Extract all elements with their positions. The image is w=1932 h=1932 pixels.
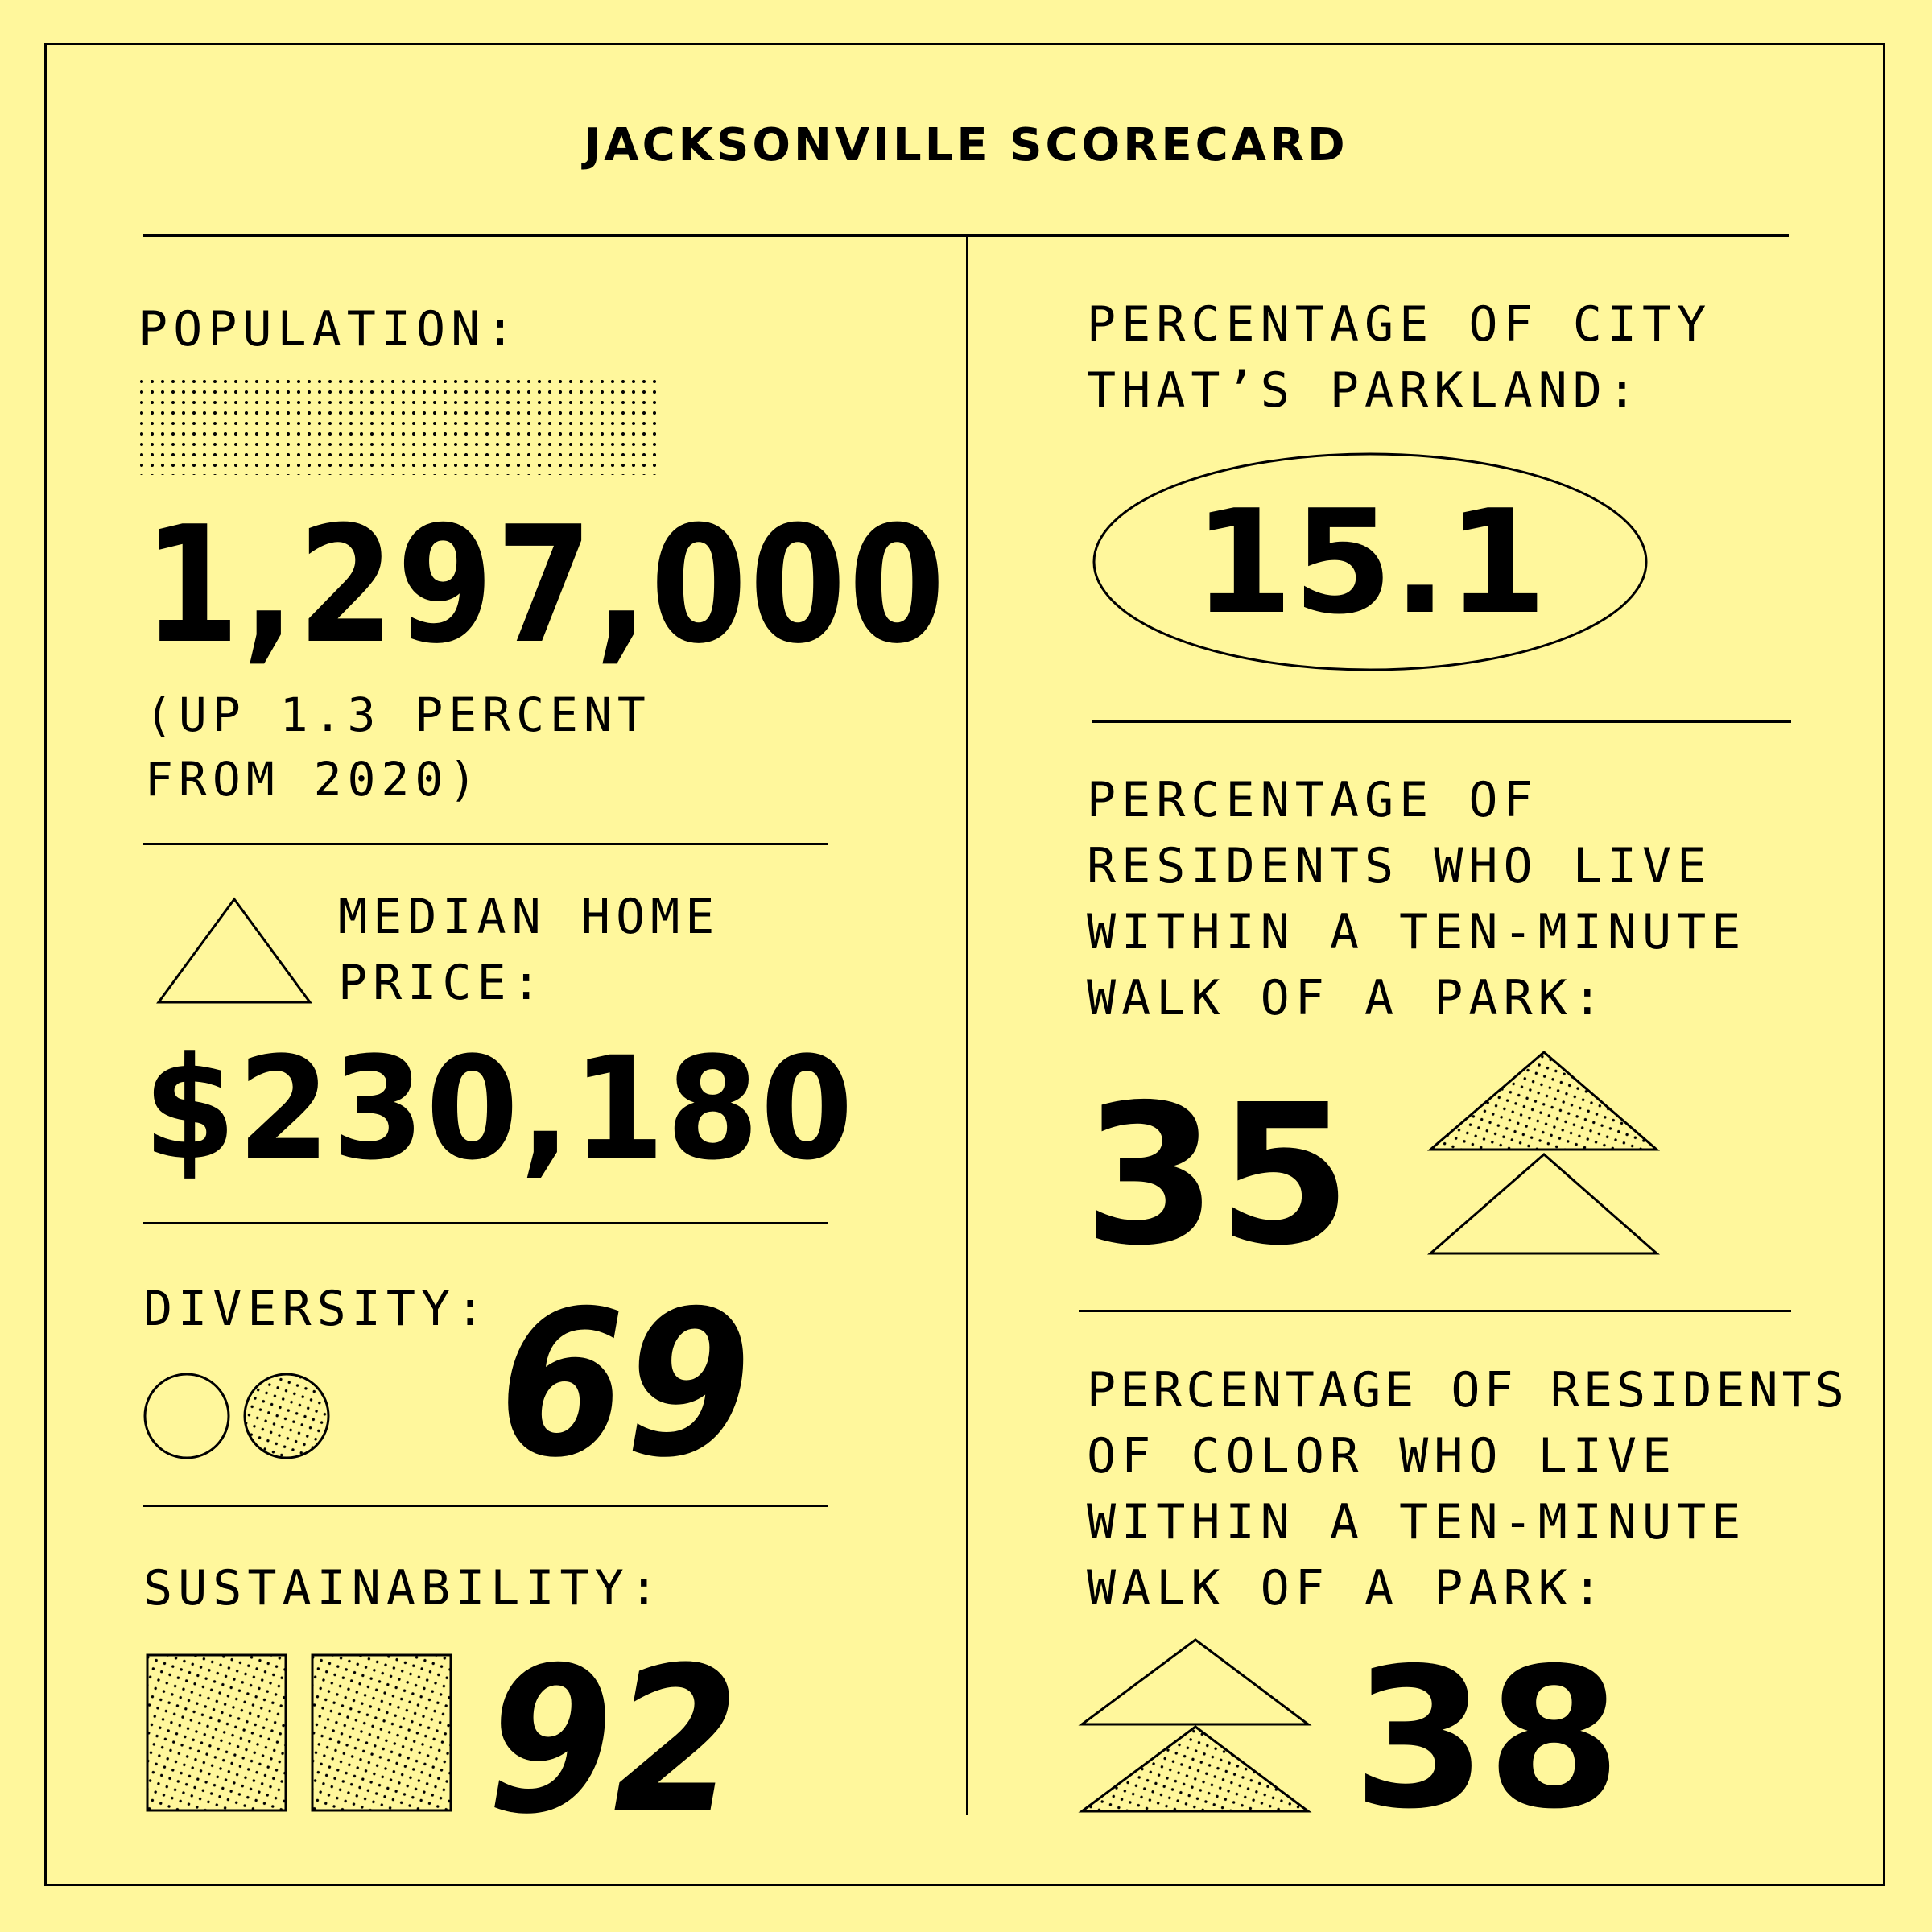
triangle-outline-icon [157, 898, 312, 1004]
divider-parkland [1092, 720, 1791, 723]
sustainability-label: SUSTAINABILITY: [143, 1560, 664, 1616]
home-price-label-line2: PRICE: [338, 955, 547, 1011]
square-dotted-icon [147, 1654, 287, 1812]
walk-color-label-line1: PERCENTAGE OF RESIDENTS [1087, 1362, 1848, 1418]
population-label: POPULATION: [138, 301, 521, 357]
parkland-label-line2: THAT’S PARKLAND: [1087, 362, 1642, 419]
walk-residents-value: 35 [1083, 1063, 1352, 1288]
triangle-dotted-icon [1080, 1725, 1310, 1814]
walk-residents-label-line3: WITHIN A TEN-MINUTE [1087, 904, 1747, 960]
walk-residents-label-line4: WALK OF A PARK: [1087, 970, 1608, 1026]
divider-diversity [143, 1505, 828, 1507]
population-value: 1,297,000 [143, 492, 948, 679]
walk-residents-label-line2: RESIDENTS WHO LIVE [1087, 838, 1712, 894]
triangle-dotted-icon [1429, 1051, 1658, 1151]
parkland-value: 15.1 [1193, 479, 1547, 646]
circle-outline-icon [143, 1373, 232, 1461]
walk-color-label-line2: OF COLOR WHO LIVE [1087, 1428, 1678, 1484]
dot-grid-icon [138, 378, 658, 475]
diversity-label: DIVERSITY: [143, 1281, 491, 1337]
triangle-outline-icon [1429, 1153, 1658, 1255]
sustainability-value: 92 [487, 1624, 740, 1858]
walk-residents-label-line1: PERCENTAGE OF [1087, 772, 1538, 828]
square-dotted-icon [312, 1654, 452, 1812]
home-price-value: $230,180 [143, 1026, 855, 1191]
walk-color-label-line4: WALK OF A PARK: [1087, 1560, 1608, 1616]
divider-population [143, 843, 828, 845]
divider-home-price [143, 1222, 828, 1224]
population-note-line2: FROM 2020) [145, 752, 483, 807]
home-price-label-line1: MEDIAN HOME [338, 889, 720, 945]
parkland-label-line1: PERCENTAGE OF CITY [1087, 296, 1712, 353]
walk-color-value: 38 [1352, 1626, 1621, 1852]
triangle-outline-icon [1080, 1638, 1310, 1727]
column-divider [966, 236, 968, 1815]
page-title: JACKSONVILLE SCORECARD [584, 119, 1348, 171]
divider-walk-residents [1079, 1310, 1791, 1312]
walk-color-label-line3: WITHIN A TEN-MINUTE [1087, 1494, 1747, 1550]
population-note-line1: (UP 1.3 PERCENT [145, 687, 651, 742]
diversity-value: 69 [499, 1267, 752, 1501]
circle-dotted-icon [243, 1373, 332, 1461]
